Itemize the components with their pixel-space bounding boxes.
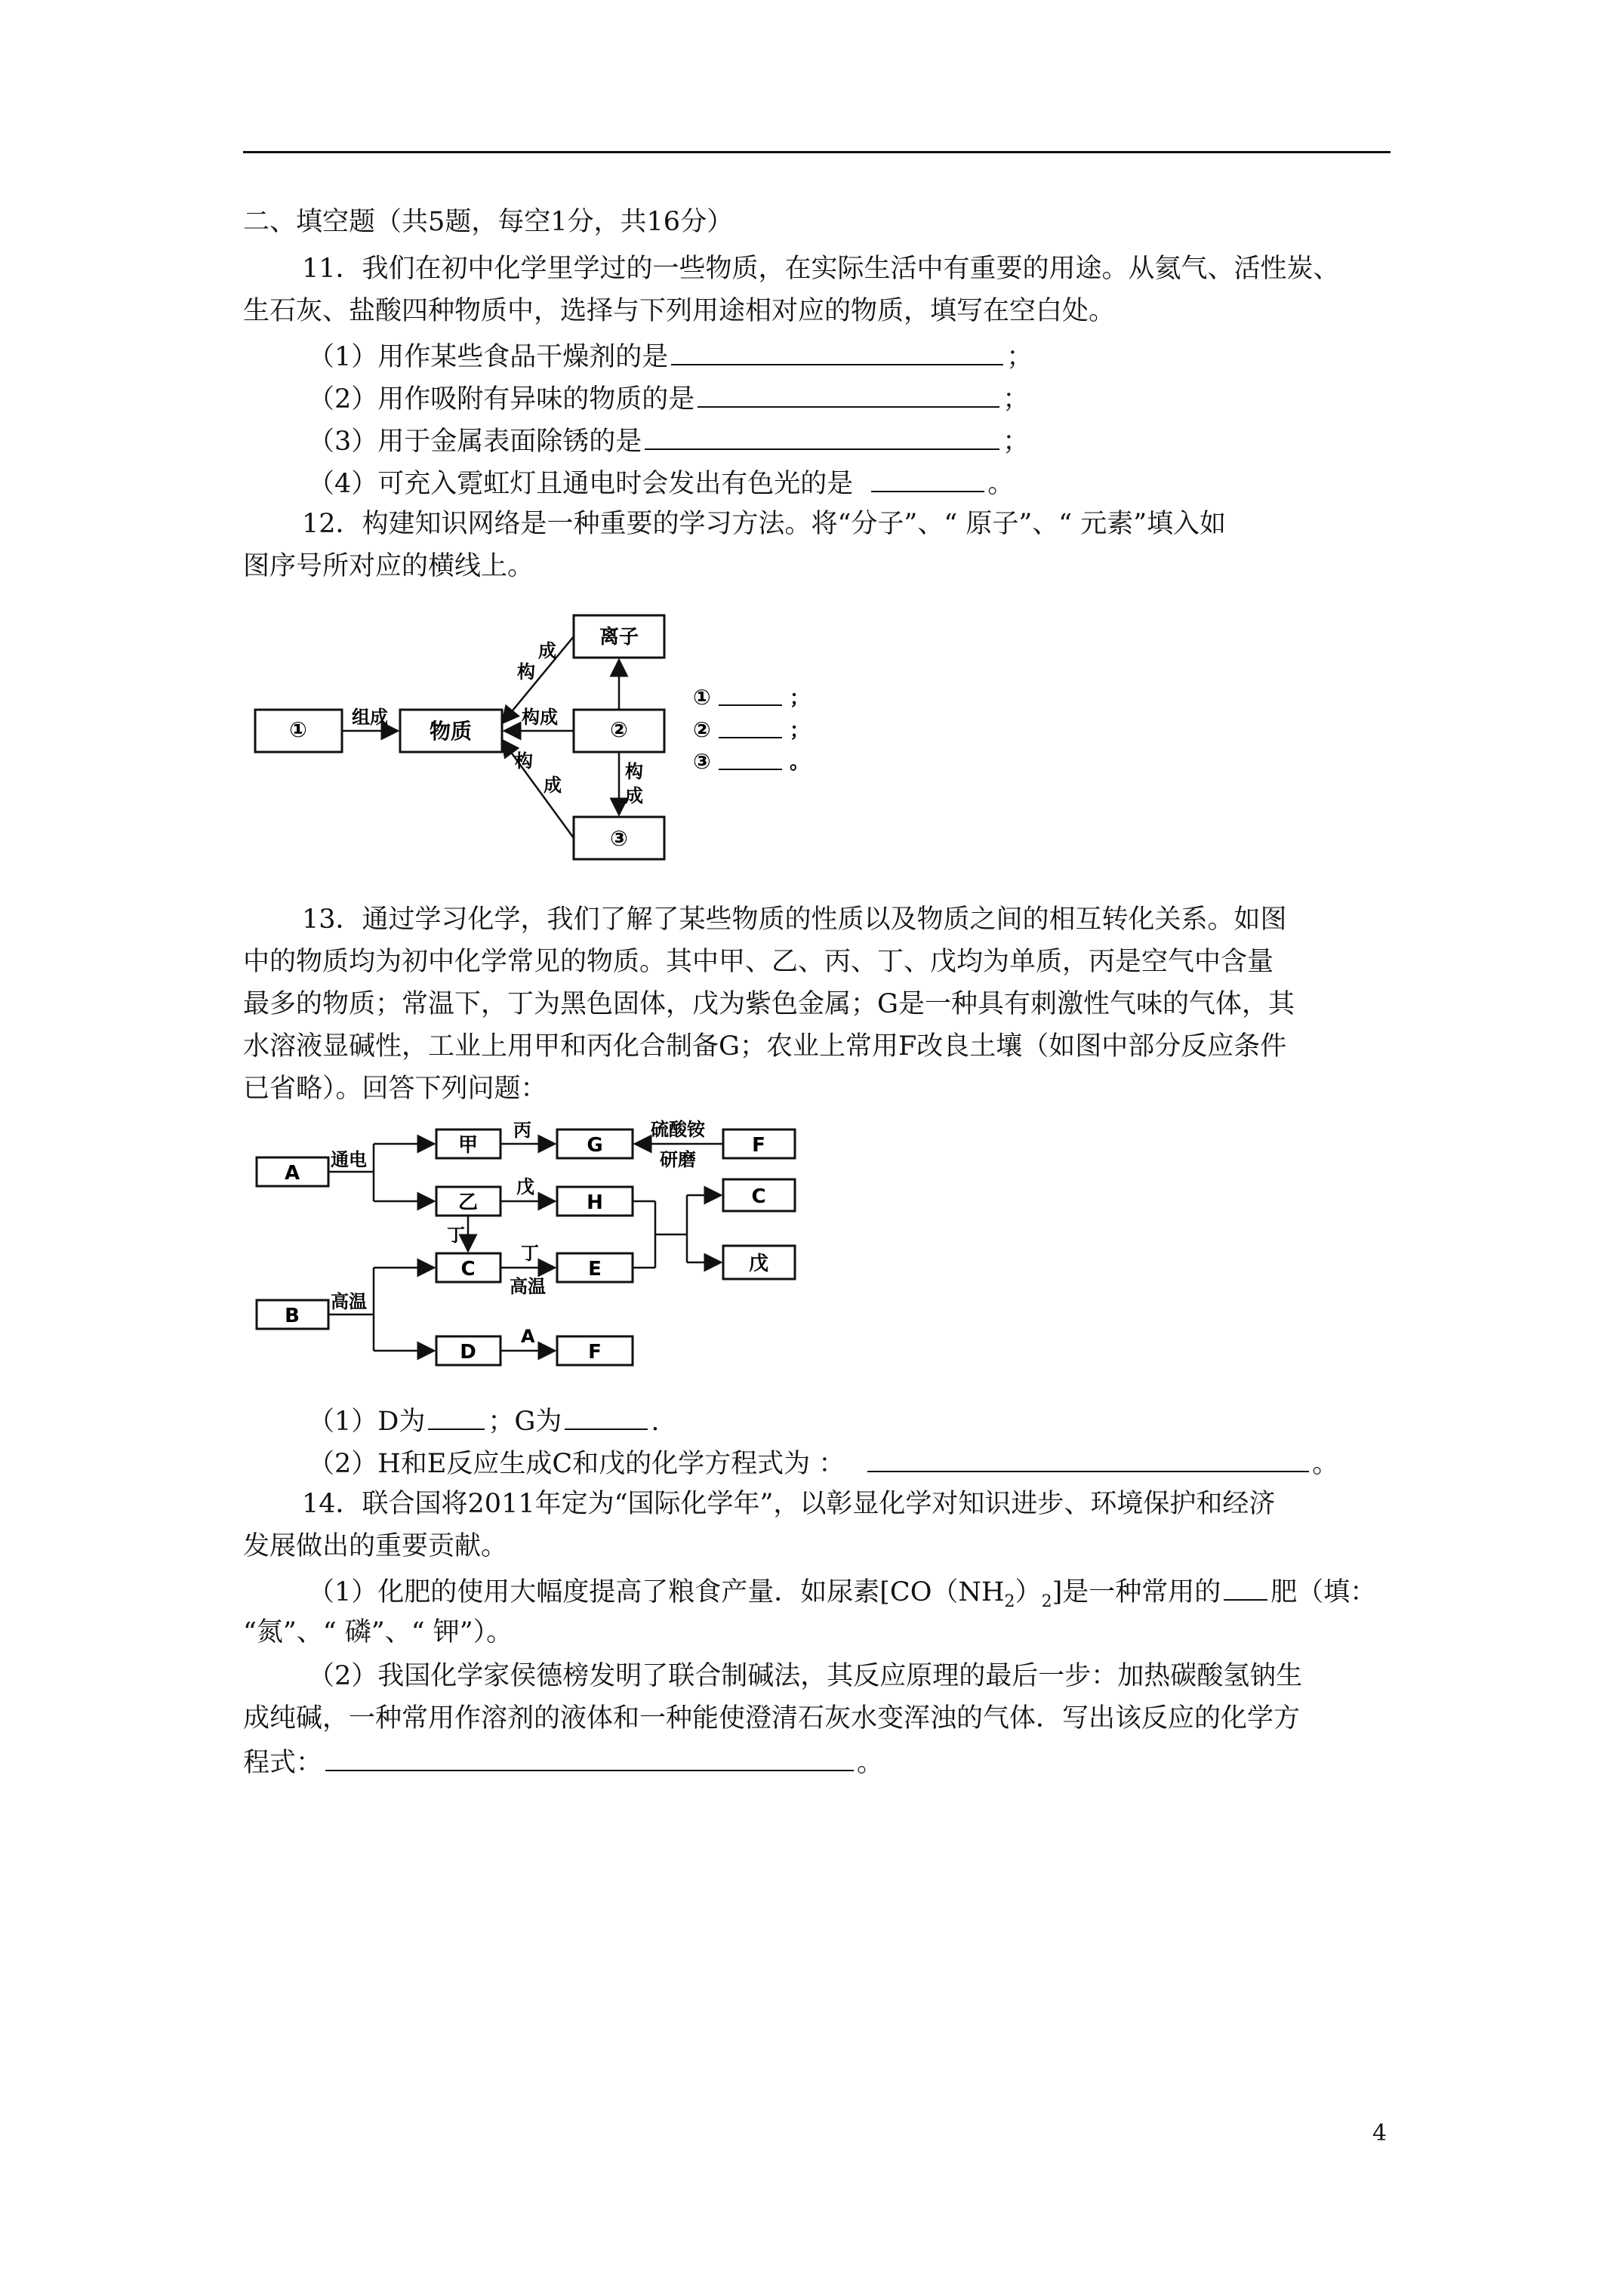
q13-part1	[308, 1403, 659, 1438]
box-F-bottom-label: F	[588, 1341, 602, 1364]
q14-equation-blank[interactable]	[325, 1744, 854, 1771]
q13-stem-line2: 中的物质均为初中化学常见的物质。其中甲、乙、丙、丁、戊均为单质，丙是空气中含量	[243, 947, 1274, 977]
label-ion-gou: 构	[517, 661, 535, 683]
q13-part1-mid: ；G为	[488, 1407, 562, 1437]
label-23-cheng: 成	[625, 785, 643, 806]
q11-stem-line2: 生石灰、盐酸四种物质中，选择与下列用途相对应的物质，填写在空白处。	[243, 296, 1116, 326]
label-electrolysis: 通电	[331, 1149, 367, 1170]
q13-part1-prefix: （1）D为	[308, 1407, 426, 1437]
q11-item-3	[308, 423, 1029, 458]
q12-stem-line1: 12．构建知识网络是一种重要的学习方法。将“分子”、“ 原子”、“ 元素”填入如	[302, 509, 1227, 539]
q11-item-2	[308, 381, 1029, 416]
label-wu: 戊	[516, 1176, 534, 1197]
box-jia-label: 甲	[457, 1134, 479, 1157]
answer-2-end: ；	[790, 720, 810, 742]
q11-item-4-label: （4）可充入霓虹灯且通电时会发出有色光的是	[308, 469, 854, 499]
answer-3-num: ③	[693, 749, 711, 774]
q11-item-3-label: （3）用于金属表面除锈的是	[308, 427, 642, 457]
q13-stem-line1: 13．通过学习化学，我们了解了某些物质的性质以及物质之间的相互转化关系。如图	[302, 905, 1287, 935]
box-D-label: D	[460, 1341, 476, 1364]
box-E-label: E	[588, 1258, 602, 1281]
q11-stem-line1: 11．我们在初中化学里学过的一些物质，在实际生活中有重要的用途。从氦气、活性炭、	[302, 254, 1340, 284]
q14-part2-line3	[243, 1744, 883, 1780]
page-number: 4	[1372, 2120, 1387, 2147]
box-ion-label: 离子	[599, 626, 639, 649]
label-23-gou: 构	[625, 761, 643, 782]
q11-item-4	[308, 465, 1014, 501]
label-3-cheng: 成	[544, 775, 562, 796]
q14-p1-sub1: 2	[1004, 1592, 1015, 1611]
q13-part1-end: .	[651, 1407, 660, 1437]
q13-stem-line5: 已省略）。回答下列问题：	[243, 1074, 547, 1104]
q11-item-4-end: 。	[987, 469, 1015, 499]
answer-3-end: 。	[790, 751, 810, 774]
q14-p1-text2: ）	[1015, 1577, 1042, 1607]
q11-item-1	[308, 338, 1033, 374]
box-C-right-label: C	[751, 1185, 766, 1208]
q13-part2-end: 。	[1312, 1449, 1339, 1479]
label-high-temp-2: 高温	[510, 1276, 546, 1297]
box-C-label: C	[460, 1258, 476, 1281]
q14-p1-sub2: 2	[1041, 1592, 1052, 1611]
label-high-temp-1: 高温	[331, 1291, 367, 1312]
q12-knowledge-diagram	[242, 596, 830, 868]
box-G-label: G	[587, 1134, 603, 1157]
q14-p2-end: 。	[857, 1748, 884, 1778]
box-H-label: H	[587, 1191, 603, 1214]
q13-conversion-diagram	[242, 1117, 830, 1389]
q14-stem-line1: 14．联合国将2011年定为“国际化学年”，以彰显化学对知识进步、环境保护和经济	[302, 1489, 1276, 1519]
box-2-label: ②	[610, 717, 628, 742]
q13-D-blank[interactable]	[428, 1403, 485, 1430]
q11-answer-2-blank[interactable]	[698, 381, 999, 408]
label-ding-2: 丁	[521, 1243, 539, 1264]
box-3-label: ③	[610, 826, 628, 851]
q14-part2-line1: （2）我国化学家侯德榜发明了联合制碱法，其反应原理的最后一步：加热碳酸氢钠生	[308, 1661, 1303, 1691]
q13-stem-line4: 水溶液显碱性，工业上用甲和丙化合制备G；农业上常用F改良土壤（如图中部分反应条件	[243, 1031, 1287, 1062]
label-A-reagent: A	[521, 1326, 535, 1347]
label-3-gou: 构	[515, 750, 533, 772]
q14-fertilizer-blank[interactable]	[1224, 1573, 1267, 1601]
box-substance-label: 物质	[429, 719, 473, 744]
q13-part2	[308, 1445, 1338, 1481]
label-ding-1: 丁	[447, 1225, 465, 1246]
q14-p1-text3: ]是一种常用的	[1052, 1577, 1221, 1607]
q14-p2-prefix: 程式：	[243, 1748, 323, 1778]
section-title: 二、填空题（共5题，每空1分，共16分）	[243, 207, 734, 237]
q13-equation-blank[interactable]	[867, 1445, 1309, 1472]
q14-part1-line1	[308, 1573, 1376, 1619]
q14-stem-line2: 发展做出的重要贡献。	[243, 1531, 508, 1561]
arrow-3-to-substance	[502, 740, 574, 838]
q12-stem-line2: 图序号所对应的横线上。	[243, 551, 534, 581]
q11-item-3-end: ；	[1002, 427, 1030, 457]
q11-answer-3-blank[interactable]	[645, 423, 999, 450]
q11-item-1-end: ；	[1006, 342, 1033, 372]
q11-item-1-label: （1）用作某些食品干燥剂的是	[308, 342, 669, 372]
box-B-label: B	[285, 1305, 300, 1327]
label-ammonium-sulfate: 硫酸铵	[651, 1119, 705, 1140]
box-yi-label: 乙	[457, 1191, 479, 1214]
answer-1-num: ①	[693, 685, 711, 710]
label-ion-cheng: 成	[538, 640, 556, 661]
q14-p1-text4: 肥（填：	[1270, 1577, 1377, 1607]
q14-part2-line2: 成纯碱，一种常用作溶剂的液体和一种能使澄清石灰水变浑浊的气体．写出该反应的化学方	[243, 1703, 1301, 1734]
q14-part1-line2: “氮”、“ 磷”、“ 钾”）。	[243, 1617, 513, 1647]
label-construct: 构成	[522, 707, 558, 728]
answer-2-num: ②	[693, 717, 711, 742]
label-bing: 丙	[513, 1120, 531, 1141]
q11-answer-4-blank[interactable]	[871, 465, 984, 492]
q13-stem-line3: 最多的物质；常温下，丁为黑色固体，戊为紫色金属；G是一种具有刺激性气味的气体，其	[243, 989, 1295, 1019]
header-rule	[243, 151, 1390, 153]
box-1-label: ①	[289, 717, 307, 742]
box-F-top-label: F	[752, 1134, 765, 1157]
q11-item-2-end: ；	[1002, 384, 1030, 415]
answer-1-end: ；	[790, 687, 810, 710]
label-grind: 研磨	[660, 1149, 696, 1170]
box-A-label: A	[284, 1162, 300, 1185]
q13-G-blank[interactable]	[565, 1403, 648, 1430]
label-compose: 组成	[352, 707, 388, 728]
box-wu-label: 戊	[748, 1253, 769, 1275]
q14-p1-text1: （1）化肥的使用大幅度提高了粮食产量．如尿素[CO（NH	[308, 1577, 1005, 1607]
q13-part2-prefix: （2）H和E反应生成C和戊的化学方程式为 ：	[308, 1449, 845, 1479]
q11-item-2-label: （2）用作吸附有异味的物质的是	[308, 384, 695, 415]
q11-answer-1-blank[interactable]	[671, 338, 1003, 365]
